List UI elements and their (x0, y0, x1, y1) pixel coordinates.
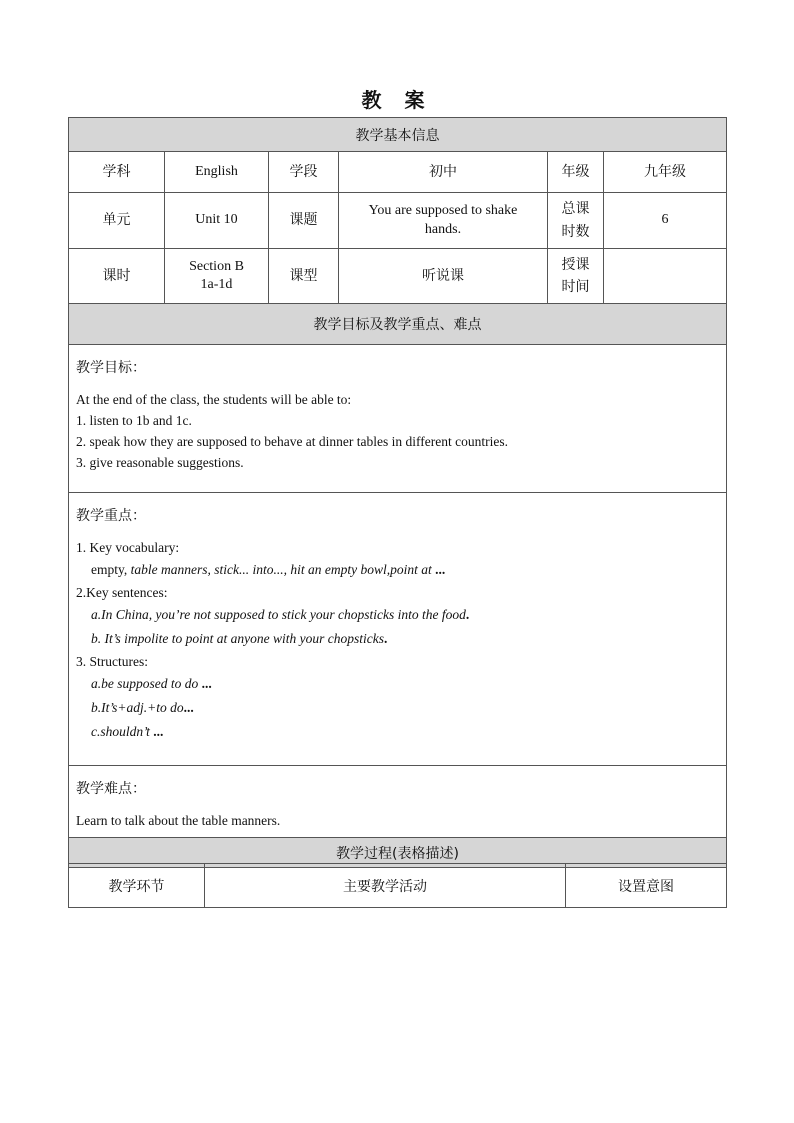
structure-b-ellipsis: ... (183, 700, 194, 715)
sentence-a-line (76, 603, 719, 627)
type-value: 听说课 (339, 249, 548, 304)
total-hours-label (548, 193, 604, 249)
process-column-stage: 教学环节 (69, 864, 205, 908)
teach-time-label (548, 249, 604, 304)
process-column-activities: 主要教学活动 (205, 864, 566, 908)
objective-item: 1. listen to 1b and 1c. (76, 413, 192, 428)
structures-label: 3. Structures: (76, 654, 148, 669)
topic-label: 课题 (269, 193, 339, 249)
vocab-label: 1. Key vocabulary: (76, 540, 180, 555)
difficulties-text: Learn to talk about the table manners. (76, 813, 281, 828)
structure-a: a.be supposed to do (91, 676, 199, 691)
structure-a-line (76, 672, 719, 696)
structure-a-ellipsis: ... (201, 676, 212, 691)
structure-c-ellipsis: ... (153, 724, 164, 739)
sentence-b-end: . (383, 631, 388, 646)
process-table (68, 863, 727, 908)
basic-info-header: 教学基本信息 (69, 118, 727, 152)
objectives-label: 教学目标： (76, 360, 146, 376)
period-line1: Section B (189, 258, 244, 274)
unit-label: 单元 (69, 193, 165, 249)
total-hours-label-line1: 总课 (561, 201, 590, 218)
type-label: 课型 (269, 249, 339, 304)
teach-time-label-line1: 授课 (561, 256, 590, 273)
sentence-a: a.In China, you’re not supposed to stick your chopsticks into the food (91, 607, 466, 622)
topic-value: You are supposed to shake hands. (339, 193, 548, 249)
unit-value: Unit 10 (165, 193, 269, 249)
difficulties-label: 教学难点： (76, 781, 146, 797)
period-line2: 1a-1d (200, 277, 233, 292)
objectives-intro: At the end of the class, the students will be able to: (76, 392, 352, 407)
structure-c: c.shouldn’t (91, 724, 150, 739)
subject-value: English (165, 152, 269, 193)
difficulties-block (69, 766, 727, 838)
subject-label: 学科 (69, 152, 165, 193)
period-label: 课时 (69, 249, 165, 304)
objective-item: 3. give reasonable suggestions. (76, 455, 244, 470)
grade-label: 年级 (548, 152, 604, 193)
teach-time-value (604, 249, 727, 304)
objective-item: 2. speak how they are supposed to behave at dinner tables in different countries. (76, 434, 508, 449)
structure-b: b.It’s+adj.+to do (91, 700, 184, 715)
objectives-header: 教学目标及教学重点、难点 (69, 304, 727, 345)
teach-time-label-line2: 时间 (561, 279, 590, 295)
sentence-a-end: . (465, 607, 470, 622)
vocab-line (76, 558, 719, 582)
vocab-plain: empty, (91, 562, 128, 577)
total-hours-value: 6 (604, 193, 727, 249)
structure-b-line (76, 696, 719, 720)
total-hours-label-line2: 时数 (561, 223, 590, 240)
sentences-label: 2.Key sentences: (76, 585, 168, 600)
sentence-b: b. It’s impolite to point at anyone with your chopsticks (91, 631, 384, 646)
process-column-intent: 设置意图 (566, 864, 727, 908)
period-value (165, 249, 269, 304)
key-points-block (69, 493, 727, 766)
stage-label: 学段 (269, 152, 339, 193)
page-title: 教 案 (361, 88, 433, 112)
grade-value: 九年级 (604, 152, 727, 193)
stage-value: 初中 (339, 152, 548, 193)
vocab-italic: table manners, stick... into..., hit an empty bowl,point at (130, 562, 432, 577)
lesson-plan-table (68, 117, 727, 868)
objectives-block (69, 345, 727, 493)
vocab-ellipsis: ... (435, 562, 446, 577)
structure-c-line (76, 720, 719, 744)
key-points-label: 教学重点： (76, 508, 146, 524)
process-header: 教学过程(表格描述) (69, 838, 727, 868)
sentence-b-line (76, 627, 719, 651)
